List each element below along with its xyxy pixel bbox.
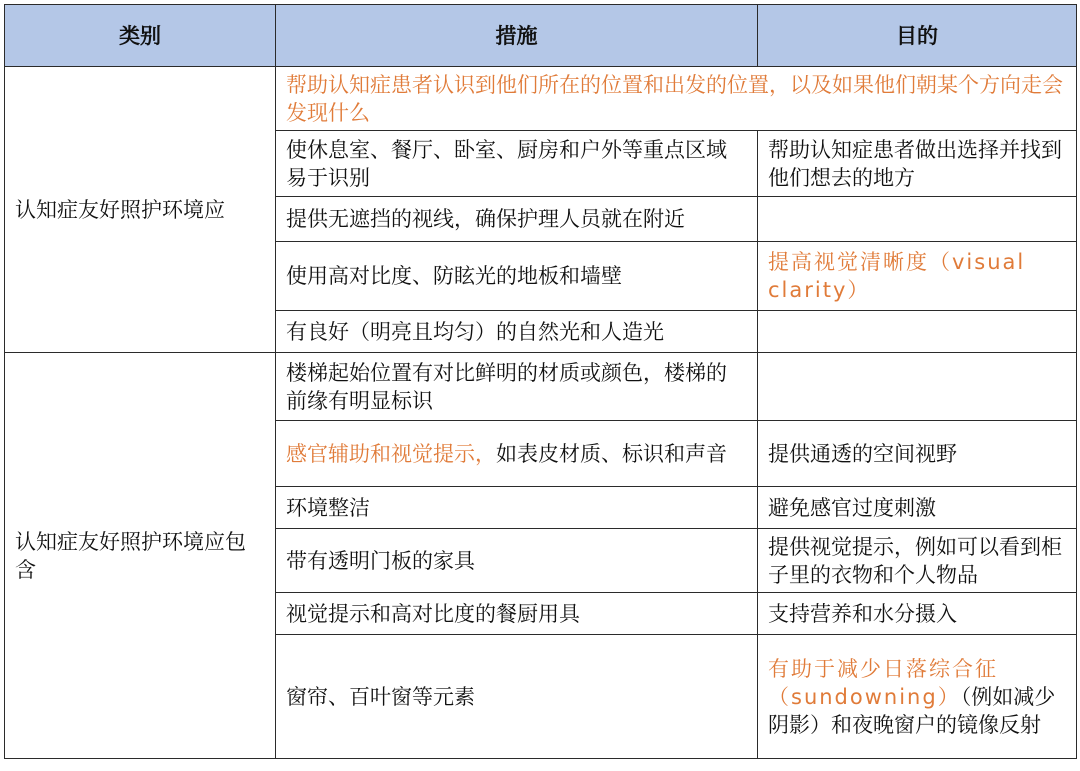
table-header-row: [5, 5, 1077, 67]
purpose-cell: [758, 311, 1077, 353]
header-category: 类别: [5, 5, 276, 67]
measure-cell: 视觉提示和高对比度的餐厨用具: [276, 593, 758, 635]
measure-cell: 带有透明门板的家具: [276, 529, 758, 593]
measure-cell: 使用高对比度、防眩光的地板和墙壁: [276, 242, 758, 311]
measure-cell: 有良好（明亮且均匀）的自然光和人造光: [276, 311, 758, 353]
span-note-cell: 帮助认知症患者认识到他们所在的位置和出发的位置，以及如果他们朝某个方向走会发现什么: [276, 67, 1077, 131]
measure-cell: 使休息室、餐厅、卧室、厨房和户外等重点区域易于识别: [276, 131, 758, 197]
measure-cell: 环境整洁: [276, 487, 758, 529]
purpose-cell: [758, 353, 1077, 421]
header-measure: 措施: [276, 5, 758, 67]
category-cell: 认知症友好照护环境应: [5, 67, 276, 353]
purpose-cell: 避免感官过度刺激: [758, 487, 1077, 529]
purpose-cell: 帮助认知症患者做出选择并找到他们想去的地方: [758, 131, 1077, 197]
measure-cell: 提供无遮挡的视线，确保护理人员就在附近: [276, 197, 758, 242]
measure-cell: 窗帘、百叶窗等元素: [276, 635, 758, 759]
purpose-highlight: 有助于减少日落综合征（sundowning）: [768, 656, 998, 709]
table-row: [5, 353, 1077, 421]
measure-cell: 楼梯起始位置有对比鲜明的材质或颜色，楼梯的前缘有明显标识: [276, 353, 758, 421]
table-row: [5, 67, 1077, 131]
purpose-cell: [758, 197, 1077, 242]
measure-highlight: 感官辅助和视觉提示，: [286, 441, 496, 466]
purpose-cell: 提供视觉提示，例如可以看到柜子里的衣物和个人物品: [758, 529, 1077, 593]
header-purpose: 目的: [758, 5, 1077, 67]
measure-text: 如表皮材质、标识和声音: [496, 441, 727, 466]
purpose-cell: [758, 635, 1077, 759]
measure-cell: [276, 421, 758, 487]
category-cell: 认知症友好照护环境应包含: [5, 353, 276, 759]
purpose-cell: 提供通透的空间视野: [758, 421, 1077, 487]
purpose-text: （例如减少阴影）和夜晚窗户的镜像反射: [768, 684, 1056, 737]
purpose-cell: 提高视觉清晰度（visual clarity）: [758, 242, 1077, 311]
purpose-cell: 支持营养和水分摄入: [758, 593, 1077, 635]
measures-table: [4, 4, 1077, 759]
